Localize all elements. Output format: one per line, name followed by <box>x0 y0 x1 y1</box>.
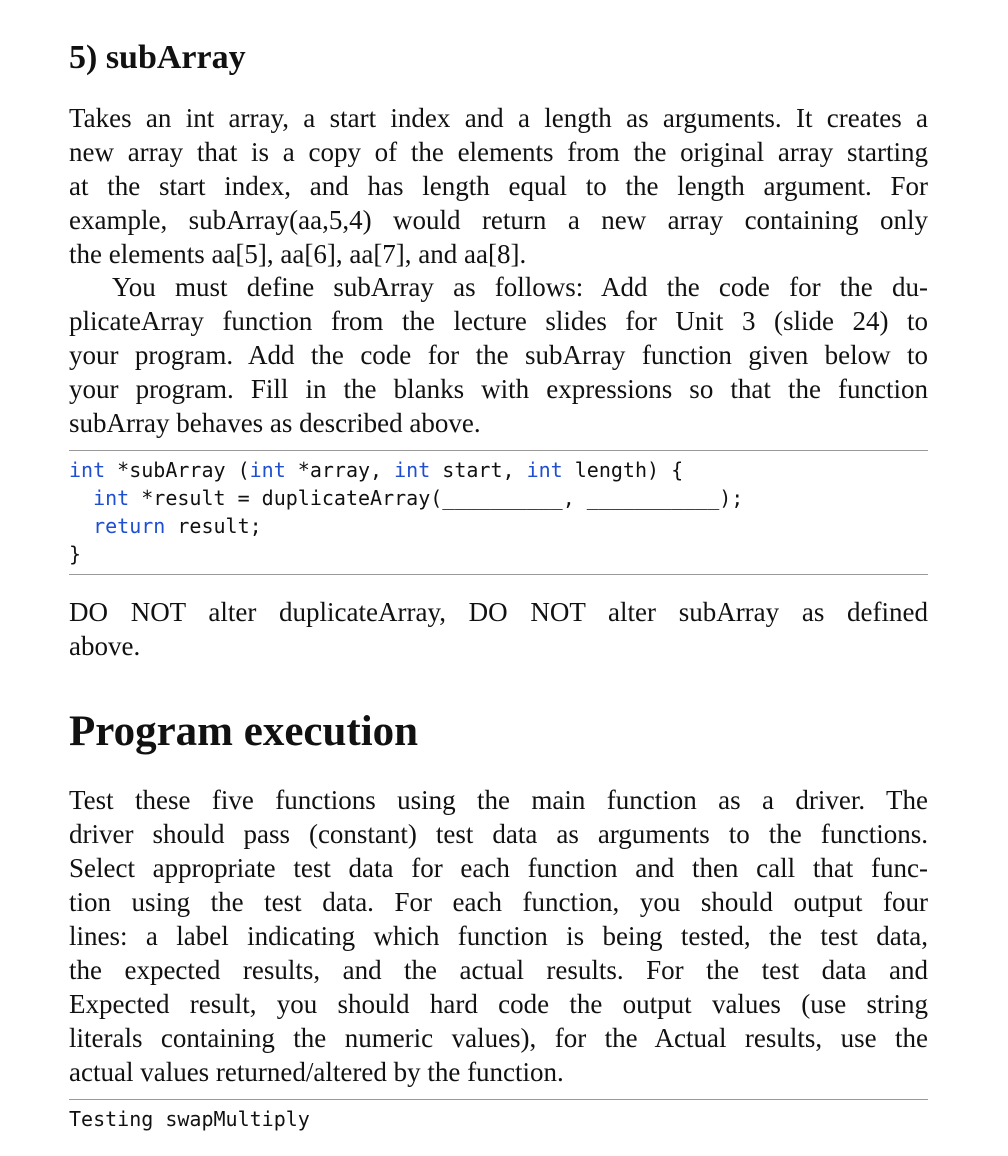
code-keyword: int <box>526 458 563 482</box>
text-line: new array that is a copy of the elements from the original array starting <box>69 137 928 167</box>
text-line: the expected results, and the actual results. For the test data and <box>69 955 928 985</box>
code-text: length) { <box>562 458 684 482</box>
output-sample-divider <box>69 1099 928 1100</box>
code-text: result; <box>165 514 262 538</box>
text-line: plicateArray function from the lecture slides for Unit 3 (slide 24) to <box>69 306 928 336</box>
text-line: at the start index, and has length equal to the length argument. For <box>69 171 928 201</box>
text-line: Select appropriate test data for each function and then call that func- <box>69 853 928 883</box>
program-execution-instructions <box>69 783 928 1089</box>
text-line: You must define subArray as follows: Add the code for the du- <box>112 272 928 302</box>
text-line: your program. Add the code for the subArray function given below to <box>69 340 928 370</box>
code-keyword: int <box>249 458 286 482</box>
code-top-divider <box>69 450 928 451</box>
subarray-code-listing <box>69 456 743 568</box>
text-line: your program. Fill in the blanks with expressions so that the function <box>69 374 928 404</box>
text-line: literals containing the numeric values), for the Actual results, use the <box>69 1023 928 1053</box>
text-line: Expected result, you should hard code the output values (use string <box>69 989 928 1019</box>
text-line: Takes an int array, a start index and a length as arguments. It creates a <box>69 103 928 133</box>
section-heading-program-execution: Program execution <box>69 708 419 755</box>
code-keyword: int <box>394 458 431 482</box>
code-text: *array, <box>285 458 395 482</box>
code-line-1 <box>69 458 683 482</box>
code-text: *subArray ( <box>105 458 250 482</box>
sample-output-line: Testing swapMultiply <box>69 1107 310 1131</box>
text-line: actual values returned/altered by the function. <box>69 1057 564 1087</box>
text-line: subArray behaves as described above. <box>69 408 481 438</box>
code-text: start, <box>430 458 527 482</box>
text-line: Test these five functions using the main function as a driver. The <box>69 785 928 815</box>
subarray-description <box>69 101 928 271</box>
subarray-definition-instructions <box>69 270 928 440</box>
text-line: lines: a label indicating which function is being tested, the test data, <box>69 921 928 951</box>
code-keyword: int <box>69 458 106 482</box>
text-line: the elements aa[5], aa[6], aa[7], and aa[8]. <box>69 239 527 269</box>
code-bottom-divider <box>69 574 928 575</box>
code-line-3 <box>69 514 262 538</box>
text-line: DO NOT alter duplicateArray, DO NOT alter subArray as defined <box>69 597 928 627</box>
do-not-alter-warning <box>69 595 928 663</box>
code-line-4: } <box>69 542 82 566</box>
code-keyword: int <box>93 486 130 510</box>
text-line: example, subArray(aa,5,4) would return a new array containing only <box>69 205 928 235</box>
text-line: driver should pass (constant) test data as arguments to the functions. <box>69 819 928 849</box>
text-line: tion using the test data. For each function, you should output four <box>69 887 928 917</box>
code-keyword: return <box>93 514 166 538</box>
code-line-2 <box>69 486 743 510</box>
code-text: *result = duplicateArray(__________, ___________); <box>129 486 744 510</box>
text-line: above. <box>69 631 141 661</box>
section-heading-subarray: 5) subArray <box>69 39 246 76</box>
